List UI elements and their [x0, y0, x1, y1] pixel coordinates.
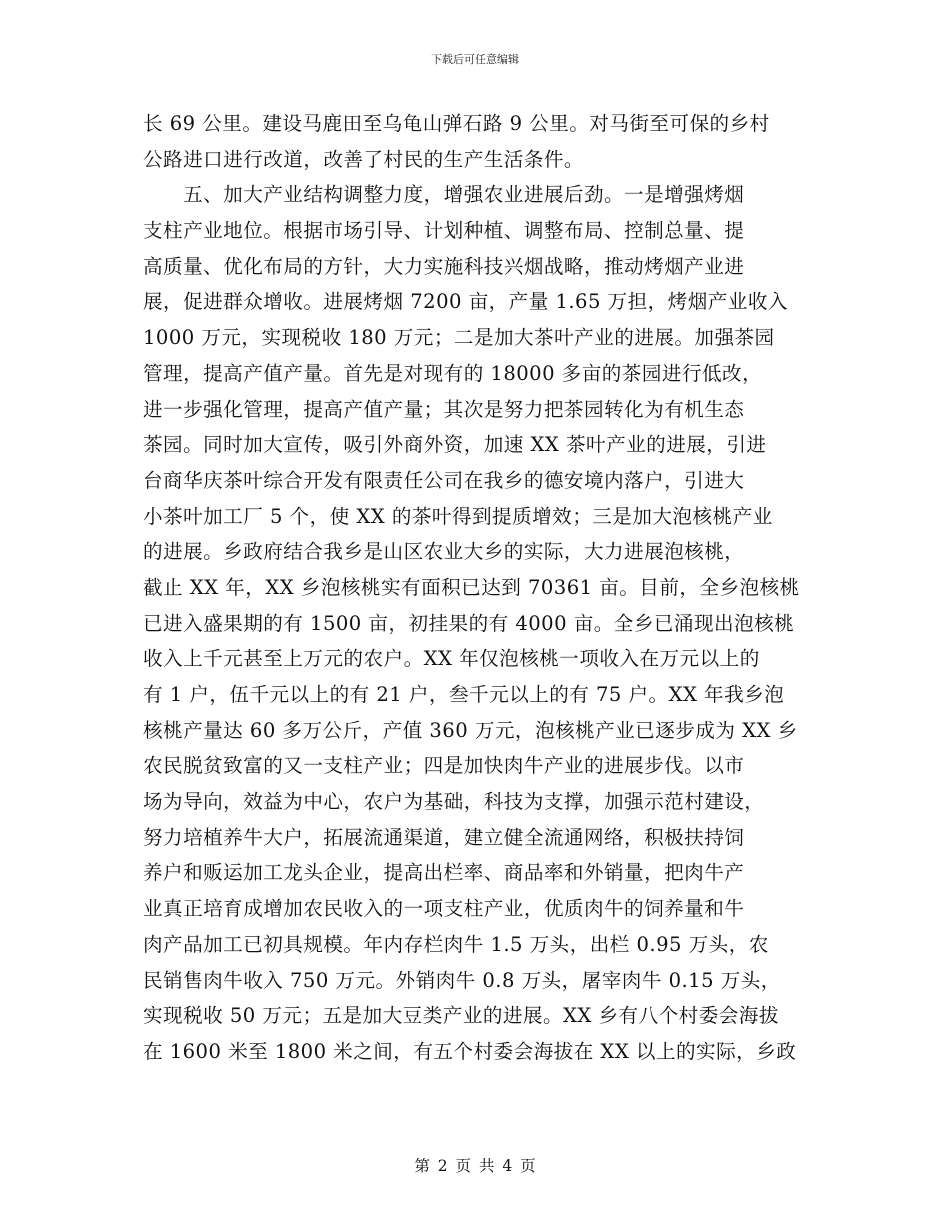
text-line: 小茶叶加工厂 5 个，使 XX 的茶叶得到提质增效；三是加大泡核桃产业: [143, 504, 773, 528]
body-text: [143, 106, 823, 1070]
text-line: 已进入盛果期的有 1500 亩，初挂果的有 4000 亩。全乡已涌现出泡核桃: [143, 611, 795, 635]
text-line: 进一步强化管理，提高产值产量；其次是努力把茶园转化为有机生态: [143, 397, 745, 421]
text-line: 农民脱贫致富的又一支柱产业；四是加快肉牛产业的进展步伐。以市: [143, 754, 745, 778]
text-line: 在 1600 米至 1800 米之间，有五个村委会海拔在 XX 以上的实际，乡政: [143, 1039, 797, 1063]
text-line: 高质量、优化布局的方针，大力实施科技兴烟战略，推动烤烟产业进: [143, 254, 745, 278]
text-line: 公路进口进行改道，改善了村民的生产生活条件。: [143, 147, 584, 171]
text-line: 有 1 户，伍千元以上的有 21 户，叁千元以上的有 75 户。XX 年我乡泡: [143, 683, 785, 706]
text-line: 台商华庆茶叶综合开发有限责任公司在我乡的德安境内落户，引进大: [143, 468, 745, 492]
text-line: 茶园。同时加大宣传，吸引外商外资，加速 XX 茶叶产业的进展，引进: [143, 433, 767, 457]
page-header: 下载后可任意编辑: [431, 53, 519, 66]
text-line: 肉产品加工已初具规模。年内存栏肉牛 1.5 万头，出栏 0.95 万头，农: [143, 932, 769, 956]
text-line: 业真正培育成增加农民收入的一项支柱产业，优质肉牛的饲养量和牛: [143, 897, 745, 921]
text-line: 截止 XX 年，XX 乡泡核桃实有面积已达到 70361 亩。目前，全乡泡核桃: [143, 575, 800, 599]
text-line: 展，促进群众增收。进展烤烟 7200 亩，产量 1.65 万担，烤烟产业收入: [143, 290, 788, 314]
page-number: 第 2 页 共 4 页: [414, 1157, 536, 1175]
text-line: 收入上千元甚至上万元的农户。XX 年仅泡核桃一项收入在万元以上的: [143, 647, 760, 671]
text-line: 的进展。乡政府结合我乡是山区农业大乡的实际，大力进展泡核桃，: [143, 540, 745, 564]
text-line: 实现税收 50 万元；五是加大豆类产业的进展。XX 乡有八个村委会海拔: [143, 1004, 779, 1028]
text-line: 支柱产业地位。根据市场引导、计划种植、调整布局、控制总量、提: [143, 219, 745, 243]
text-line: 核桃产量达 60 多万公斤，产值 360 万元，泡核桃产业已逐步成为 XX 乡: [143, 718, 798, 742]
text-line: 长 69 公里。建设马鹿田至乌龟山弹石路 9 公里。对马街至可保的乡村: [143, 112, 770, 135]
text-line: 民销售肉牛收入 750 万元。外销肉牛 0.8 万头，屠宰肉牛 0.15 万头，: [143, 968, 781, 992]
text-line: 场为导向，效益为中心，农户为基础，科技为支撑，加强示范村建设，: [143, 790, 765, 814]
text-line: 养户和贩运加工龙头企业，提高出栏率、商品率和外销量，把肉牛产: [143, 861, 745, 885]
text-line: 五、加大产业结构调整力度，增强农业进展后劲。一是增强烤烟: [143, 183, 745, 207]
text-line: 努力培植养牛大户，拓展流通渠道，建立健全流通网络，积极扶持饲: [143, 825, 745, 849]
text-line: 1000 万元，实现税收 180 万元；二是加大茶叶产业的进展。加强茶园: [143, 326, 775, 350]
text-line: 管理，提高产值产量。首先是对现有的 18000 多亩的茶园进行低改，: [143, 361, 763, 385]
